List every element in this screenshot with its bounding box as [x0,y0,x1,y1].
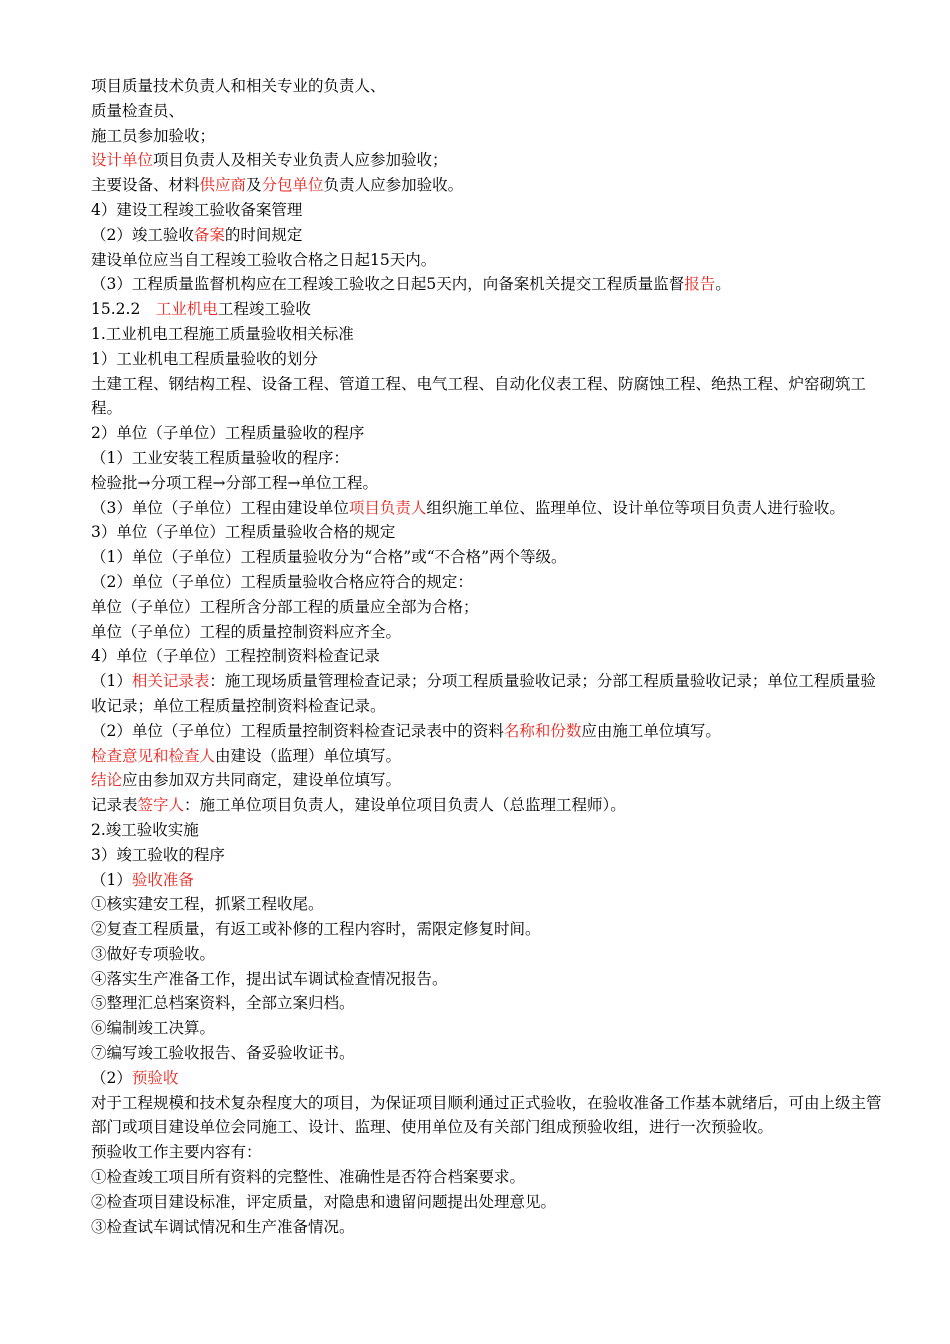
text-segment: 15.2.2 [91,300,156,319]
text-segment: 负责人应参加验收。 [323,176,464,195]
text-segment: 4）单位（子单位）工程控制资料检查记录 [91,647,380,666]
highlighted-term: 设计单位 [91,151,154,170]
highlighted-term: 项目负责人 [348,498,427,517]
text-segment: （3）单位（子单位）工程由建设单位 [91,498,349,517]
text-segment: 3）竣工验收的程序 [91,845,225,864]
text-segment: ⑦编写竣工验收报告、备妥验收证书。 [91,1044,355,1063]
text-line [91,74,891,99]
text-line [91,496,891,521]
text-segment: （2） [91,1068,132,1087]
text-segment: （2）单位（子单位）工程质量控制资料检查记录表中的资料 [91,721,504,740]
text-segment: 检验批→分项工程→分部工程→单位工程。 [91,473,378,492]
text-segment: ⑤整理汇总档案资料，全部立案归档。 [91,994,355,1013]
text-segment: （1）单位（子单位）工程质量验收分为“合格”或“不合格”两个等级。 [91,548,567,567]
text-line [91,1091,891,1141]
text-segment: 质量检查员、 [91,101,185,120]
text-line [91,1215,891,1240]
highlighted-term: 结论 [91,771,123,790]
text-line [91,446,891,471]
highlighted-term: 检查意见和检查人 [91,746,216,765]
text-segment: 及 [246,176,262,195]
text-segment: （2）竣工验收 [91,225,194,244]
highlighted-term: 分包单位 [261,176,324,195]
text-segment: 。 [715,275,731,294]
text-line [91,124,891,149]
text-segment: 4）建设工程竣工验收备案管理 [91,200,303,219]
text-segment: 组织施工单位、监理单位、设计单位等项目负责人进行验收。 [426,498,845,517]
highlighted-term: 供应商 [199,176,247,195]
text-line [91,892,891,917]
text-segment: 1）工业机电工程质量验收的划分 [91,349,318,368]
text-line [91,421,891,446]
text-line [91,297,891,322]
text-segment: 2.竣工验收实施 [91,820,199,839]
text-segment: （1）工业安装工程质量验收的程序： [91,448,349,467]
text-line [91,99,891,124]
text-segment: （1） [91,870,132,889]
text-segment: 应由施工单位填写。 [581,721,721,740]
highlighted-term: 验收准备 [131,870,194,889]
text-line [91,644,891,669]
text-line [91,1165,891,1190]
text-line [91,471,891,496]
text-segment: （3）工程质量监督机构应在工程竣工验收之日起5天内，向备案机关提交工程质量监督 [91,275,685,294]
text-line [91,818,891,843]
text-segment: 单位（子单位）工程的质量控制资料应齐全。 [91,622,402,641]
highlighted-term: 名称和份数 [503,721,582,740]
text-segment: ①核实建安工程，抓紧工程收尾。 [91,895,324,914]
text-segment: ③做好专项验收。 [91,944,216,963]
highlighted-term: 相关记录表 [131,672,210,691]
text-line [91,719,891,744]
text-line [91,1066,891,1091]
text-line [91,942,891,967]
text-segment: 施工员参加验收； [91,126,216,145]
text-line [91,868,891,893]
text-line [91,1140,891,1165]
text-segment: 由建设（监理）单位填写。 [215,746,402,765]
text-line [91,620,891,645]
text-segment: 工程竣工验收 [217,300,311,319]
text-segment: 3）单位（子单位）工程质量验收合格的规定 [91,523,396,542]
text-segment: 对于工程规模和技术复杂程度大的项目，为保证项目顺利通过正式验收，在验收准备工作基本就绪后，可由上级主管部门或项目建设单位会同施工、设计、监理、使用单位及有关部门组成预验收组，进行一次预验收。 [91,1093,882,1137]
text-segment: 预验收工作主要内容有： [91,1143,262,1162]
text-line [91,322,891,347]
text-line [91,768,891,793]
text-line [91,669,891,719]
text-segment: 单位（子单位）工程所含分部工程的质量应全部为合格； [91,597,479,616]
text-line [91,545,891,570]
text-segment: （2）单位（子单位）工程质量验收合格应符合的规定： [91,572,473,591]
text-segment: ⑥编制竣工决算。 [91,1019,216,1038]
document-body [91,74,891,1239]
text-segment: 项目质量技术负责人和相关专业的负责人、 [91,77,386,95]
text-line [91,967,891,992]
text-segment: 1.工业机电工程施工质量验收相关标准 [91,324,354,343]
text-line [91,843,891,868]
text-segment: ②检查项目建设标准，评定质量，对隐患和遗留问题提出处理意见。 [91,1192,557,1211]
highlighted-term: 工业机电 [155,300,218,319]
text-segment: 主要设备、材料 [91,176,200,195]
text-segment: ①检查竣工项目所有资料的完整性、准确性是否符合档案要求。 [91,1168,526,1187]
text-segment: （1） [91,672,132,691]
text-segment: 建设单位应当自工程竣工验收合格之日起15天内。 [91,250,437,269]
text-line [91,173,891,198]
text-line [91,1016,891,1041]
highlighted-term: 备案 [193,225,225,244]
text-line [91,570,891,595]
text-segment: ②复查工程质量，有返工或补修的工程内容时，需限定修复时间。 [91,920,541,939]
text-segment: ：施工单位项目负责人，建设单位项目负责人（总监理工程师）。 [184,796,626,815]
highlighted-term: 签字人 [137,796,185,815]
text-line [91,347,891,372]
text-line [91,520,891,545]
highlighted-term: 预验收 [131,1068,179,1087]
text-segment: ③检查试车调试情况和生产准备情况。 [91,1217,355,1236]
text-line [91,595,891,620]
text-line [91,372,891,422]
text-segment: ：施工现场质量管理检查记录；分项工程质量验收记录；分部工程质量验收记录；单位工程质量验收记录；单位工程质量控制资料检查记录。 [91,672,876,715]
text-segment: 项目负责人及相关专业负责人应参加验收； [153,151,448,170]
text-line [91,1041,891,1066]
text-line [91,198,891,223]
text-line [91,917,891,942]
text-line [91,248,891,273]
text-segment: 的时间规定 [224,225,303,244]
text-segment: 应由参加双方共同商定，建设单位填写。 [122,771,402,790]
text-segment: 2）单位（子单位）工程质量验收的程序 [91,424,365,443]
text-segment: 记录表 [91,796,138,815]
text-line [91,223,891,248]
text-line [91,793,891,818]
text-line [91,991,891,1016]
text-line [91,1190,891,1215]
text-line [91,148,891,173]
text-segment: 土建工程、钢结构工程、设备工程、管道工程、电气工程、自动化仪表工程、防腐蚀工程、绝热工程、炉窑砌筑工程。 [91,374,867,418]
text-line [91,744,891,769]
highlighted-term: 报告 [684,275,716,294]
text-segment: ④落实生产准备工作，提出试车调试检查情况报告。 [91,969,448,988]
text-line [91,272,891,297]
